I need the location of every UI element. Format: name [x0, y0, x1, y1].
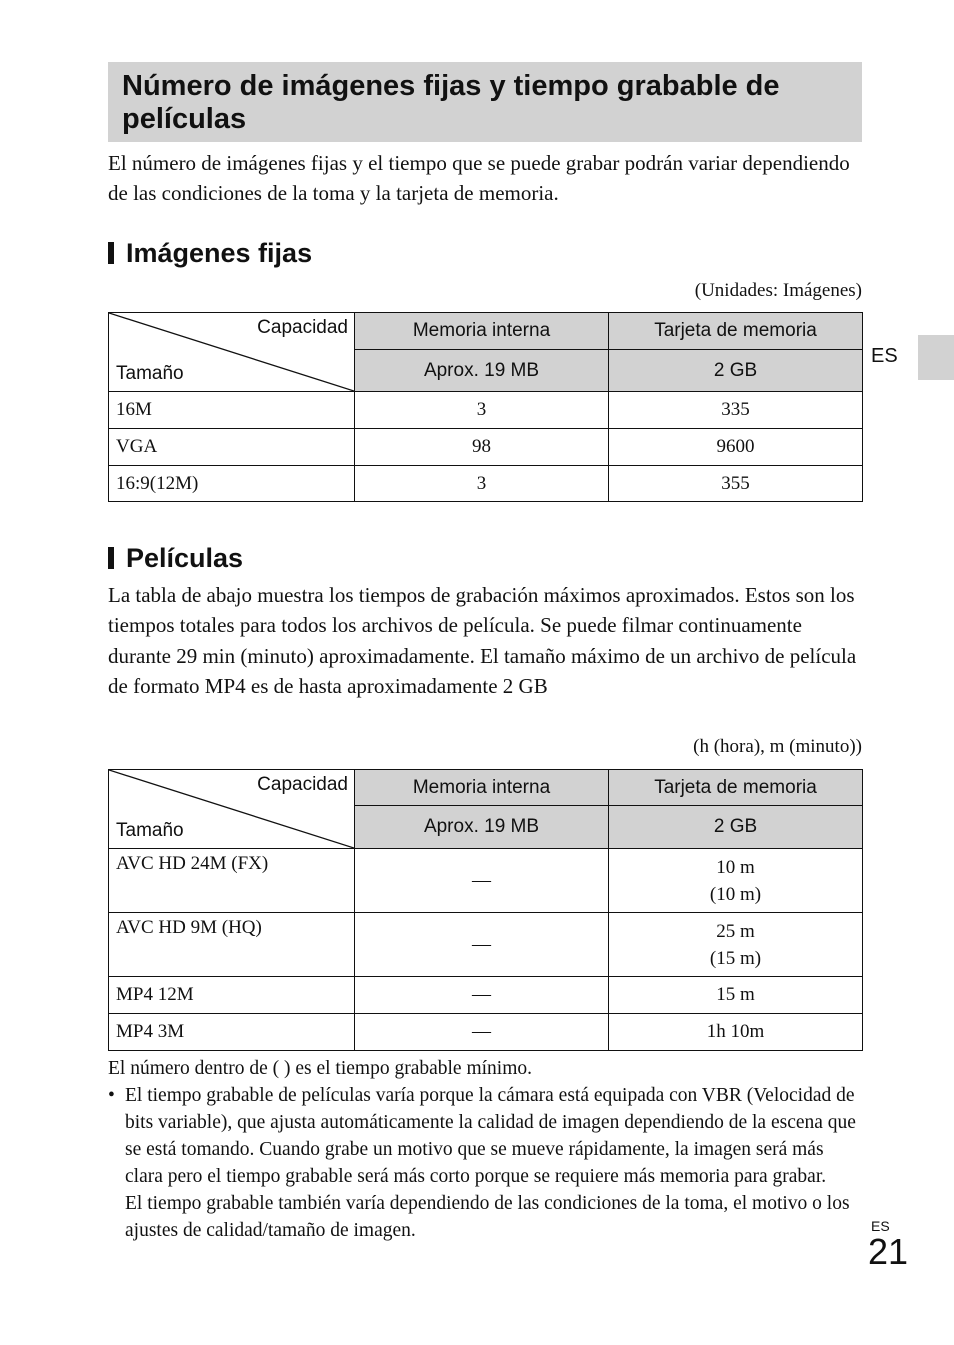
col-internal-memory: Memoria interna: [355, 770, 609, 806]
movies-units: (h (hora), m (minuto)): [693, 736, 862, 757]
bullet-item: [108, 1082, 858, 1244]
col-memory-card: Tarjeta de memoria: [609, 313, 863, 350]
row-size: VGA: [109, 429, 355, 466]
row-size: MP4 12M: [109, 977, 355, 1014]
row-card-time: 25 m: [716, 920, 755, 942]
row-card: [609, 849, 863, 913]
size-label: Tamaño: [116, 820, 184, 841]
page-number: 21: [868, 1231, 909, 1272]
movies-heading: [108, 542, 243, 574]
col-memory-card: Tarjeta de memoria: [609, 770, 863, 806]
footer-language: ES: [871, 1218, 890, 1234]
bullet-text-2: El tiempo grabable también varía dependiendo de las condiciones de la toma, el motivo o los ajustes de calidad/tamaño de imagen.: [125, 1193, 850, 1241]
col-memory-card-capacity: 2 GB: [609, 350, 863, 392]
row-card-min-time: (15 m): [709, 947, 762, 969]
section-marker-icon: [108, 547, 114, 569]
row-size: 16M: [109, 392, 355, 429]
intro-paragraph: El número de imágenes fijas y el tiempo que se puede grabar podrán variar dependiendo de las condiciones de la toma y la tarjeta de memoria.: [108, 151, 850, 206]
row-size: 16:9(12M): [109, 466, 355, 502]
table-row: [109, 392, 863, 429]
movies-table: [108, 769, 863, 1051]
row-card: 15 m: [609, 977, 863, 1014]
row-internal: 3: [355, 392, 609, 429]
row-size: AVC HD 9M (HQ): [109, 913, 355, 977]
col-internal-memory-capacity: Aprox. 19 MB: [355, 806, 609, 849]
table-row: [109, 913, 863, 977]
row-card-time: 10 m: [716, 856, 755, 878]
language-side-label: ES: [871, 345, 898, 367]
row-card: [609, 913, 863, 977]
row-internal: 3: [355, 466, 609, 502]
movies-header-diagonal-cell: [109, 770, 355, 849]
row-internal: 98: [355, 429, 609, 466]
section-marker-icon: [108, 242, 114, 264]
stills-header-diagonal-cell: [109, 313, 355, 392]
row-card: 9600: [609, 429, 863, 466]
size-label: Tamaño: [116, 363, 184, 384]
stills-heading-text: Imágenes fijas: [126, 238, 313, 268]
capacity-label: Capacidad: [257, 774, 348, 795]
row-internal: —: [355, 913, 609, 977]
movies-description: La tabla de abajo muestra los tiempos de grabación máximos aproximados. Estos son los tiempos totales para todos los archivos de película. Se puede filmar continuamente durante 29 min (minuto) aproximadamente. El tamaño máximo de un archivo de película de formato MP4 es de hasta aproximadamente 2 GB: [108, 583, 857, 698]
language-side-tab: [918, 335, 954, 380]
stills-table: [108, 312, 863, 502]
bullet-text-1: El tiempo grabable de películas varía porque la cámara está equipada con VBR (Velocidad de bits variable), que ajusta automáticamente la calidad de imagen dependiendo de la escena que se está tomando. Cuando grabe un motivo que se mueve rápidamente, la imagen será más clara pero el tiempo grabable será más corto porque se requiere más memoria para grabar.: [125, 1085, 856, 1187]
row-size: MP4 3M: [109, 1014, 355, 1051]
row-internal: —: [355, 1014, 609, 1051]
row-card: 335: [609, 392, 863, 429]
stills-heading: [108, 237, 312, 269]
col-internal-memory: Memoria interna: [355, 313, 609, 350]
row-card-min-time: (10 m): [709, 883, 762, 905]
table-row: [109, 977, 863, 1014]
table-row: [109, 1014, 863, 1051]
row-internal: —: [355, 977, 609, 1014]
capacity-label: Capacidad: [257, 317, 348, 338]
col-memory-card-capacity: 2 GB: [609, 806, 863, 849]
movies-heading-text: Películas: [126, 543, 244, 573]
row-card: 355: [609, 466, 863, 502]
min-time-note: El número dentro de ( ) es el tiempo grabable mínimo.: [108, 1058, 533, 1079]
bullet-icon: •: [108, 1085, 115, 1106]
row-card: 1h 10m: [609, 1014, 863, 1051]
table-row: [109, 466, 863, 502]
table-row: [109, 429, 863, 466]
row-size: AVC HD 24M (FX): [109, 849, 355, 913]
stills-units: (Unidades: Imágenes): [694, 280, 862, 301]
col-internal-memory-capacity: Aprox. 19 MB: [355, 350, 609, 392]
page-title: Número de imágenes fijas y tiempo grabable de películas: [108, 62, 862, 142]
table-row: [109, 849, 863, 913]
row-internal: —: [355, 849, 609, 913]
